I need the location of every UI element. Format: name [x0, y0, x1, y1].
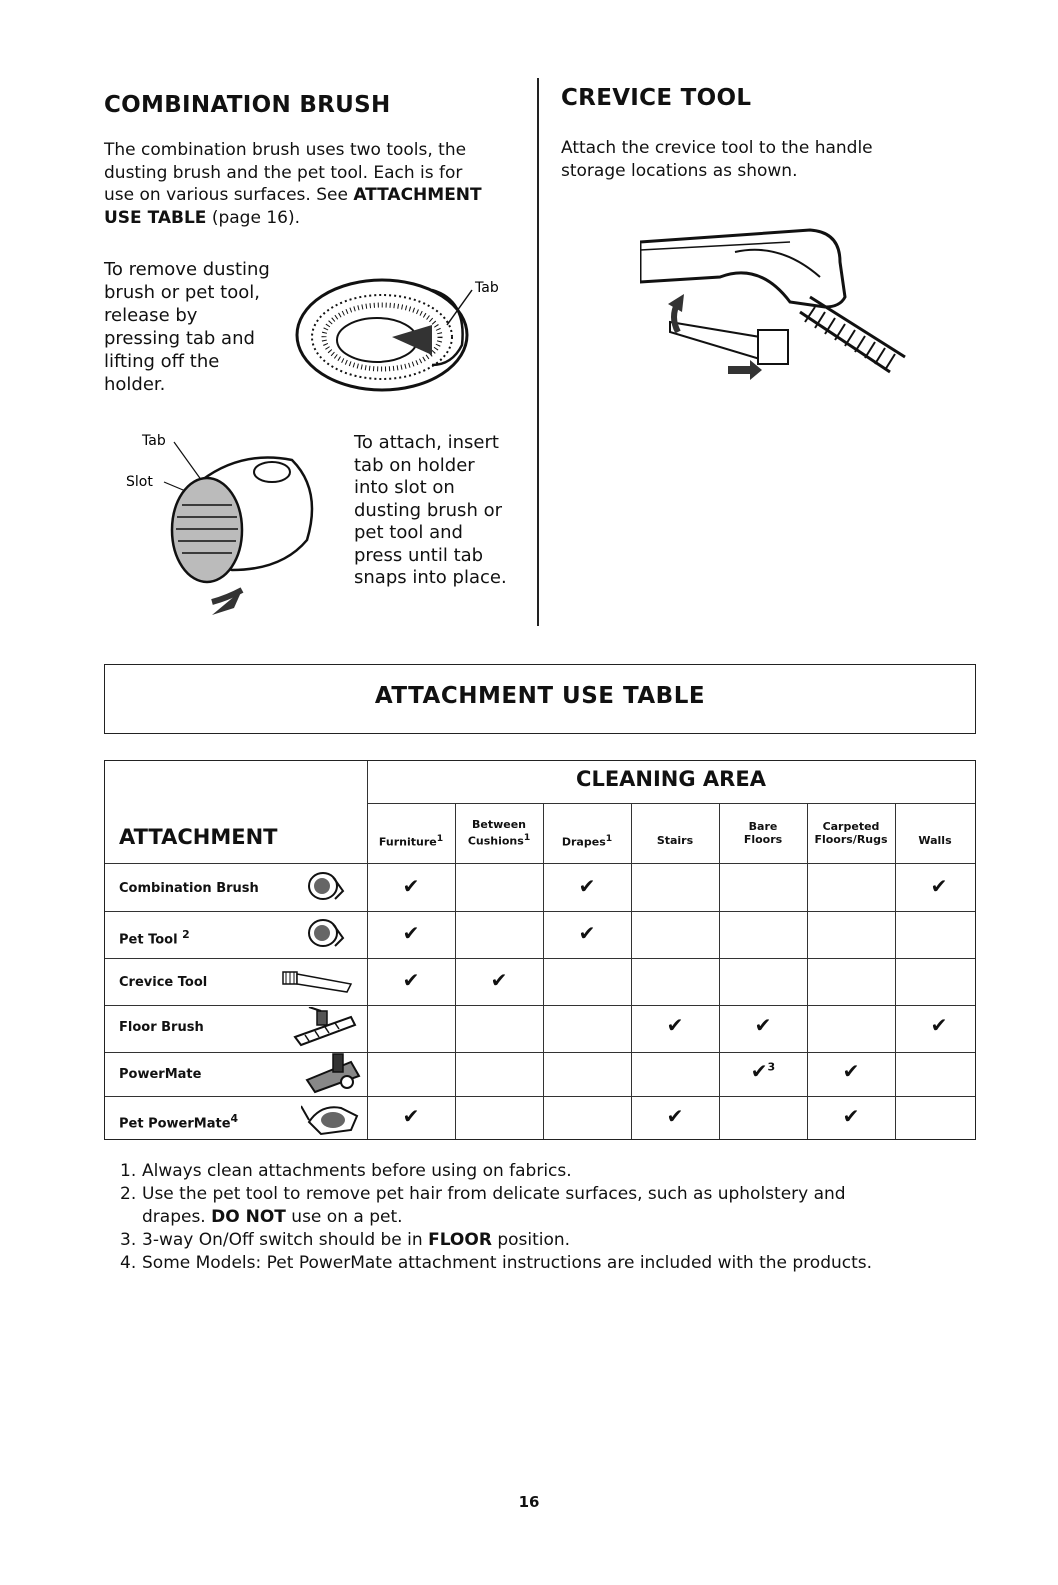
attach-instructions	[354, 432, 507, 590]
check-mark: ✔	[930, 1013, 948, 1037]
row-label: PowerMate	[119, 1067, 202, 1082]
instruction-line: into slot on	[354, 477, 455, 498]
instruction-line: dusting brush or	[354, 499, 502, 521]
instruction-line: To attach, insert	[354, 432, 499, 453]
footnote-text: use on a pet.	[285, 1207, 403, 1227]
intro-line: use on various surfaces. See	[104, 185, 354, 205]
row-label: Floor Brush	[119, 1020, 204, 1035]
footnote-ref: 4	[230, 1112, 239, 1125]
row-name-floor-brush	[119, 1020, 204, 1035]
column-header-between-cushions	[455, 805, 543, 861]
column-header-line: Drapes	[561, 835, 606, 849]
footnote-number: 4.	[120, 1253, 137, 1273]
column-header-stairs	[631, 805, 719, 861]
column-header-line: Cushions	[467, 834, 524, 848]
column-header-drapes	[543, 805, 631, 861]
column-header-line: Floors/Rugs	[814, 833, 888, 846]
instruction-line: Attach the crevice tool to the handle	[561, 138, 873, 158]
holder-illustration	[112, 430, 327, 620]
column-header-line: Stairs	[656, 833, 694, 847]
attachment-table-title-box	[104, 664, 976, 734]
footnote-emphasis: FLOOR	[428, 1230, 492, 1250]
column-header-line: Floors	[743, 833, 783, 846]
check-mark: ✔	[666, 1104, 684, 1128]
combination-brush-icon	[305, 869, 345, 903]
check-mark: ✔	[490, 968, 508, 992]
row-name-pet-powermate	[119, 1112, 238, 1131]
crevice-tool-heading: CREVICE TOOL	[561, 85, 752, 111]
row-label: Combination Brush	[119, 881, 259, 896]
check-mark: ✔	[402, 874, 420, 898]
instruction-line: release by	[104, 305, 198, 326]
instruction-line: snaps into place.	[354, 567, 507, 588]
row-label: Crevice Tool	[119, 975, 208, 990]
footnote-ref: 3	[767, 1060, 776, 1074]
footnote-text: Some Models: Pet PowerMate attachment instructions are included with the products.	[142, 1253, 873, 1273]
table-reference: ATTACHMENT	[353, 185, 482, 205]
instruction-line: press until tab	[354, 544, 484, 566]
intro-line: The combination brush uses two tools, the	[104, 140, 467, 160]
footnote-number: 1.	[120, 1161, 137, 1181]
row-name-crevice-tool	[119, 975, 207, 990]
instruction-line: To remove dusting	[104, 259, 270, 280]
table-rule	[105, 1005, 975, 1006]
check-mark: ✔	[754, 1013, 772, 1037]
instruction-line: pressing tab and	[104, 328, 255, 349]
column-header-furniture	[367, 805, 455, 861]
attachment-table-title: ATTACHMENT USE TABLE	[374, 683, 706, 709]
column-header-bare-floors	[719, 805, 807, 861]
footnote-ref: 1	[523, 832, 531, 844]
footnote-text: Always clean attachments before using on fabrics.	[142, 1161, 572, 1181]
instruction-line: holder.	[104, 374, 166, 395]
row-name-powermate	[119, 1067, 201, 1082]
instruction-line: tab on holder	[354, 454, 475, 476]
intro-line: dusting brush and the pet tool. Each is for	[104, 162, 463, 183]
column-header-line: Carpeted	[822, 820, 880, 833]
table-rule	[105, 1052, 975, 1053]
footnote-text: Use the pet tool to remove pet hair from delicate surfaces, such as upholstery and	[142, 1184, 846, 1204]
dusting-brush-illustration	[282, 265, 522, 405]
check-mark: ✔	[750, 1059, 768, 1083]
combination-brush-heading: COMBINATION BRUSH	[104, 92, 391, 118]
pet-powermate-icon	[301, 1100, 363, 1138]
row-label: Pet Tool	[119, 932, 178, 948]
tab-label: Tab	[475, 280, 499, 296]
table-rule	[367, 803, 975, 804]
page-number: 16	[518, 1493, 540, 1511]
footnote-text: position.	[491, 1230, 571, 1250]
cleaning-area-header: CLEANING AREA	[576, 767, 766, 791]
column-header-line: Furniture	[378, 835, 437, 849]
check-mark: ✔	[402, 968, 420, 992]
column-header-line: Between	[471, 818, 527, 832]
footnote-number: 2.	[120, 1184, 137, 1204]
footnote-ref: 1	[605, 832, 613, 844]
row-name-combination-brush	[119, 881, 259, 896]
row-name-pet-tool	[119, 928, 190, 947]
footnotes	[120, 1160, 872, 1275]
column-header-walls	[895, 805, 975, 861]
check-mark: ✔	[666, 1013, 684, 1037]
check-mark: ✔	[402, 921, 420, 945]
footnote-text: drapes.	[142, 1207, 212, 1227]
check-mark-with-note	[751, 1059, 775, 1083]
check-mark: ✔	[842, 1059, 860, 1083]
slot-label: Slot	[126, 474, 153, 490]
check-mark: ✔	[930, 874, 948, 898]
footnote-number: 3.	[120, 1230, 137, 1250]
instruction-line: pet tool and	[354, 522, 463, 543]
check-mark: ✔	[402, 1104, 420, 1128]
check-mark: ✔	[578, 874, 596, 898]
powermate-icon	[301, 1052, 365, 1094]
table-rule	[105, 911, 975, 912]
crevice-tool-illustration	[640, 222, 920, 392]
tab-label: Tab	[142, 433, 166, 449]
attachment-header: ATTACHMENT	[119, 825, 278, 849]
footnote-ref: 1	[436, 832, 444, 844]
column-divider	[537, 78, 539, 626]
table-reference: USE TABLE	[104, 207, 207, 228]
warning-text: DO NOT	[211, 1207, 286, 1227]
column-header-line: Bare	[748, 820, 778, 833]
attachment-use-table	[104, 760, 976, 1140]
footnote-text: 3-way On/Off switch should be in	[142, 1230, 429, 1250]
row-label: Pet PowerMate	[119, 1116, 231, 1132]
table-rule	[105, 1096, 975, 1097]
combination-brush-intro	[104, 139, 524, 229]
check-mark: ✔	[578, 921, 596, 945]
page-reference: (page 16).	[206, 207, 300, 228]
instruction-line: brush or pet tool,	[104, 282, 260, 303]
crevice-tool-icon	[281, 966, 357, 996]
crevice-tool-instructions	[561, 137, 873, 182]
pet-tool-icon	[305, 916, 345, 950]
instruction-line: storage locations as shown.	[561, 160, 798, 181]
column-header-carpeted-floors	[807, 805, 895, 861]
floor-brush-icon	[291, 1007, 359, 1049]
remove-instructions	[104, 258, 270, 396]
column-header-line: Walls	[918, 833, 952, 847]
footnote-ref: 2	[182, 928, 190, 941]
table-rule	[105, 863, 975, 864]
table-rule	[105, 958, 975, 959]
instruction-line: lifting off the	[104, 351, 220, 372]
check-mark: ✔	[842, 1104, 860, 1128]
